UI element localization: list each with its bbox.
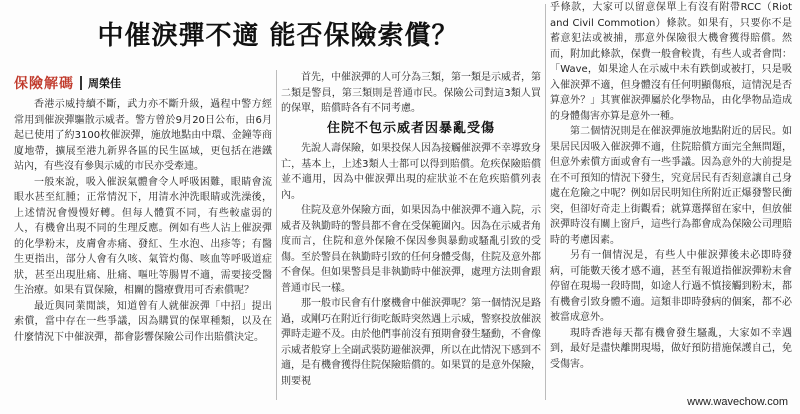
paragraph: 先說人壽保險，如果投保人因為接觸催淚彈不幸導致身亡，基本上，上述3類人士都可以得到賠償。危疾保險賠償並不適用，因為中催淚彈出現的症狀並不在危疾賠償列表內。: [281, 143, 541, 201]
column-tag: [14, 72, 121, 94]
paragraph: 住院及意外保險方面，如果因為中催淚彈不適入院，示威者及執勤時的警員都不會在受保範圍內。因為在示威者角度而言，住院和意外保險不保因參與暴動或騷亂引致的受傷。至於警員在執勤時引致的任何身體受傷，住院及意外都不會保。但如果警員是非執勤時中催淚彈，處理方法則會跟普通市民一樣。: [281, 205, 541, 294]
subheading: 住院不包示威者因暴亂受傷: [326, 120, 495, 136]
column-divider: [545, 4, 546, 400]
paragraph: 現時香港每天都有機會發生騷亂，大家如不幸遇到，最好是盡快離開現場，做好預防措施保護自己，免受傷害。: [550, 327, 792, 370]
paragraph: 第二個情況則是在催淚彈施放地點附近的居民。如果居民因吸入催淚彈不適，住院賠償方面完全無問題，但意外索償方面或會有一些爭議。因為意外的大前提是在不可預知的情況下發生，究竟居民有否刻意讓自己身處在危險之中呢？例如居民明知住所附近正爆發警民衝突，但卻好奇走上街觀看；就算選擇留在家中，但放催淚彈時沒有關上窗戶，這些行為都會成為保險公司理賠時的考慮因素。: [550, 126, 792, 246]
headline: 中催淚彈不適 能否保險索償？: [97, 21, 459, 51]
author-name: 周榮佳: [88, 77, 121, 90]
paragraph: 首先，中催淚彈的人可分為三類，第一類是示威者，第二類是警員，第三類則是普通市民。保險公司對這3類人買的保單，賠償時各有不同考慮。: [281, 72, 541, 114]
article-column-1: [14, 97, 272, 389]
paragraph: 那一般市民會有什麼機會中催淚彈呢？第一個情況是路過，或剛巧在附近行街吃飯時突然遇上示威，警察投放催淚彈時走避不及。由於他們事前沒有預期會發生騷動，不會像示威者般穿上全副武裝防避催淚彈，所以在此情況下感到不適，是有機會獲得住院保險賠償的。如果買的是意外保險，則要視: [281, 298, 541, 387]
website-url: www.wavechow.com: [687, 396, 788, 408]
paragraph: 乎條款，大家可以留意保單上有沒有附帶RCC（Riot and Civil Commotion）條款。如果有，只要你不是蓄意犯法或被捕，那意外保險很大機會獲得賠償。然而，附加此條款，保費一般會較貴，有些人或者會問：「Wave，如果途人在示威中未有跌倒或被打，只是吸入催淚彈不適，但身體沒有任何明顯傷痕，這情況是否算意外？」其實催淚彈屬於化學物品，由化學物品造成的身體傷害亦算是意外一種。: [550, 2, 792, 122]
column-divider: [276, 70, 277, 400]
article-column-3: [550, 0, 792, 378]
paragraph: 另有一個情況是，有些人中催淚彈後未必即時發病，可能數天後才感不適，甚至有報道指催淚彈粉末會停留在現場一段時間，如途人行過不慎接觸到粉末，都有機會引致身體不適。這類非即時發病的個案，都不必被當成意外。: [550, 250, 792, 323]
paragraph: 最近與同業閒談，知道曾有人就催淚彈「中招」提出索償，當中存在一些爭議，因為購買的保單種類，以及在什麼情況下中催淚彈，都會影響保險公司作出賠償決定。: [14, 300, 272, 343]
column-name: 保險解碼: [14, 76, 74, 92]
tag-divider: [80, 76, 82, 90]
paragraph: 香港示威持續不斷，武力亦不斷升級，過程中警方經常用到催淚彈驅散示威者。警方曾於9月20日公布，由6月起已使用了約3100枚催淚彈，施放地點由中環、金鐘等商廈地帶，擴展至港九新界各區的民生區域，更包括在港鐵站內，有些沒有參與示威的市民亦受牽連。: [14, 99, 272, 172]
article-column-2: [281, 70, 541, 392]
paragraph: 一般來說，吸入催淚氣體會令人呼吸困難，眼睛會流眼水甚至紅腫；正常情況下，用清水沖洗眼睛或洗澡後，上述情況會慢慢好轉。但每人體質不同，有些較虛弱的人，有機會出現不同的生理反應。例如有些人沾上催淚彈的化學粉末，皮膚會赤痛、發紅、生水泡、出疹等；有醫生更指出，部分人會有久咳、氣管灼傷、咳血等呼吸道症狀，甚至出現肚痛、肚痛、嘔吐等腸胃不適，需要接受醫生治療。如果有買保險，相關的醫療費用可否索償呢？: [14, 176, 272, 296]
